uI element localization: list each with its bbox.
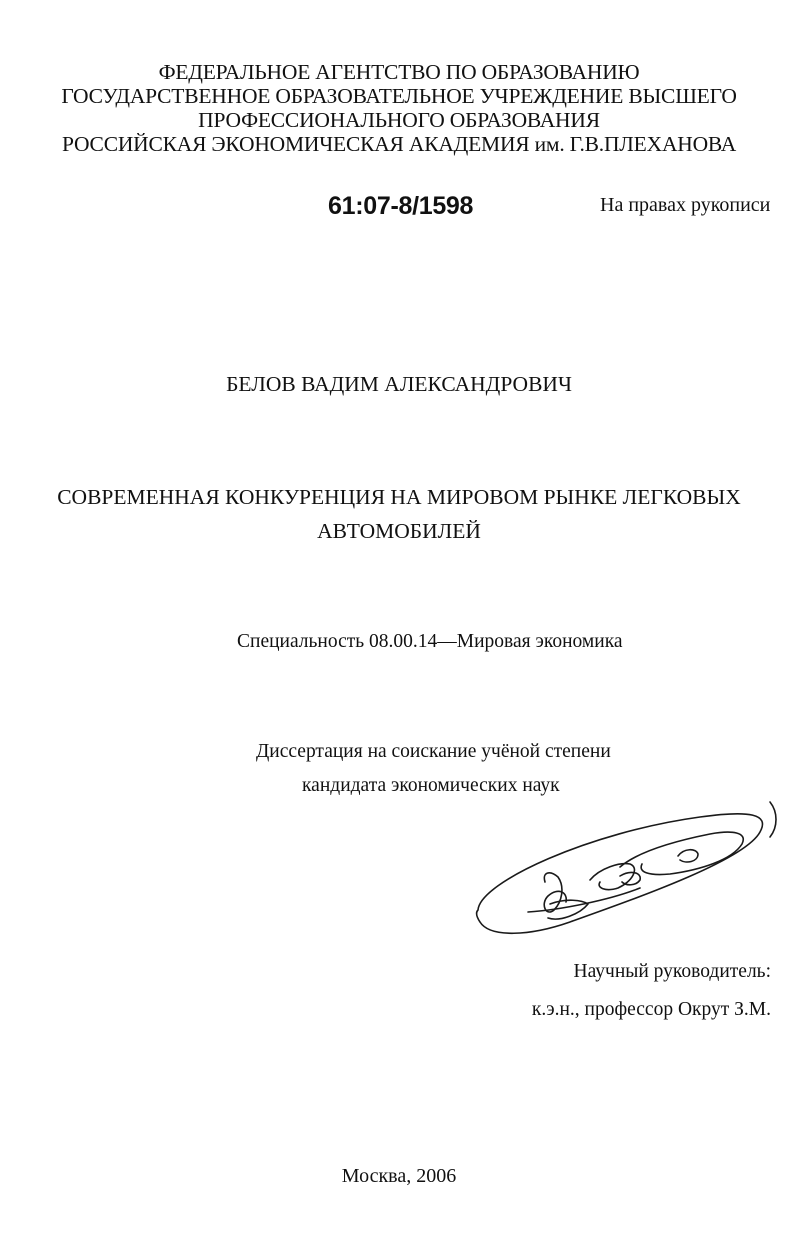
advisor-name: к.э.н., профессор Окрут З.М. [531,999,771,1020]
institution-line-1: ФЕДЕРАЛЬНОЕ АГЕНТСТВО ПО ОБРАЗОВАНИЮ [158,60,640,84]
thesis-title-line-1: СОВРЕМЕННАЯ КОНКУРЕНЦИЯ НА МИРОВОМ РЫНКЕ ЛЕГКОВЫХ [57,485,741,509]
author-name: БЕЛОВ ВАДИМ АЛЕКСАНДРОВИЧ [226,372,572,396]
thesis-title-line-2: АВТОМОБИЛЕЙ [317,519,481,543]
catalog-number: 61:07-8/1598 [328,192,474,220]
manuscript-rights-note: На правах рукописи [600,194,771,216]
specialty-line: Специальность 08.00.14—Мировая экономика [237,631,623,652]
institution-line-2: ГОСУДАРСТВЕННОЕ ОБРАЗОВАТЕЛЬНОЕ УЧРЕЖДЕНИЕ ВЫСШЕГО [61,84,737,108]
city-year: Москва, 2006 [341,1165,457,1187]
advisor-label: Научный руководитель: [573,961,771,982]
institution-line-4: РОССИЙСКАЯ ЭКОНОМИЧЕСКАЯ АКАДЕМИЯ им. Г.В.ПЛЕХАНОВА [61,132,737,156]
handwritten-signature [470,792,790,952]
institution-line-3: ПРОФЕССИОНАЛЬНОГО ОБРАЗОВАНИЯ [198,108,600,132]
dissertation-line-1: Диссертация на соискание учёной степени [256,741,611,762]
dissertation-line-2: кандидата экономических наук [302,775,560,796]
